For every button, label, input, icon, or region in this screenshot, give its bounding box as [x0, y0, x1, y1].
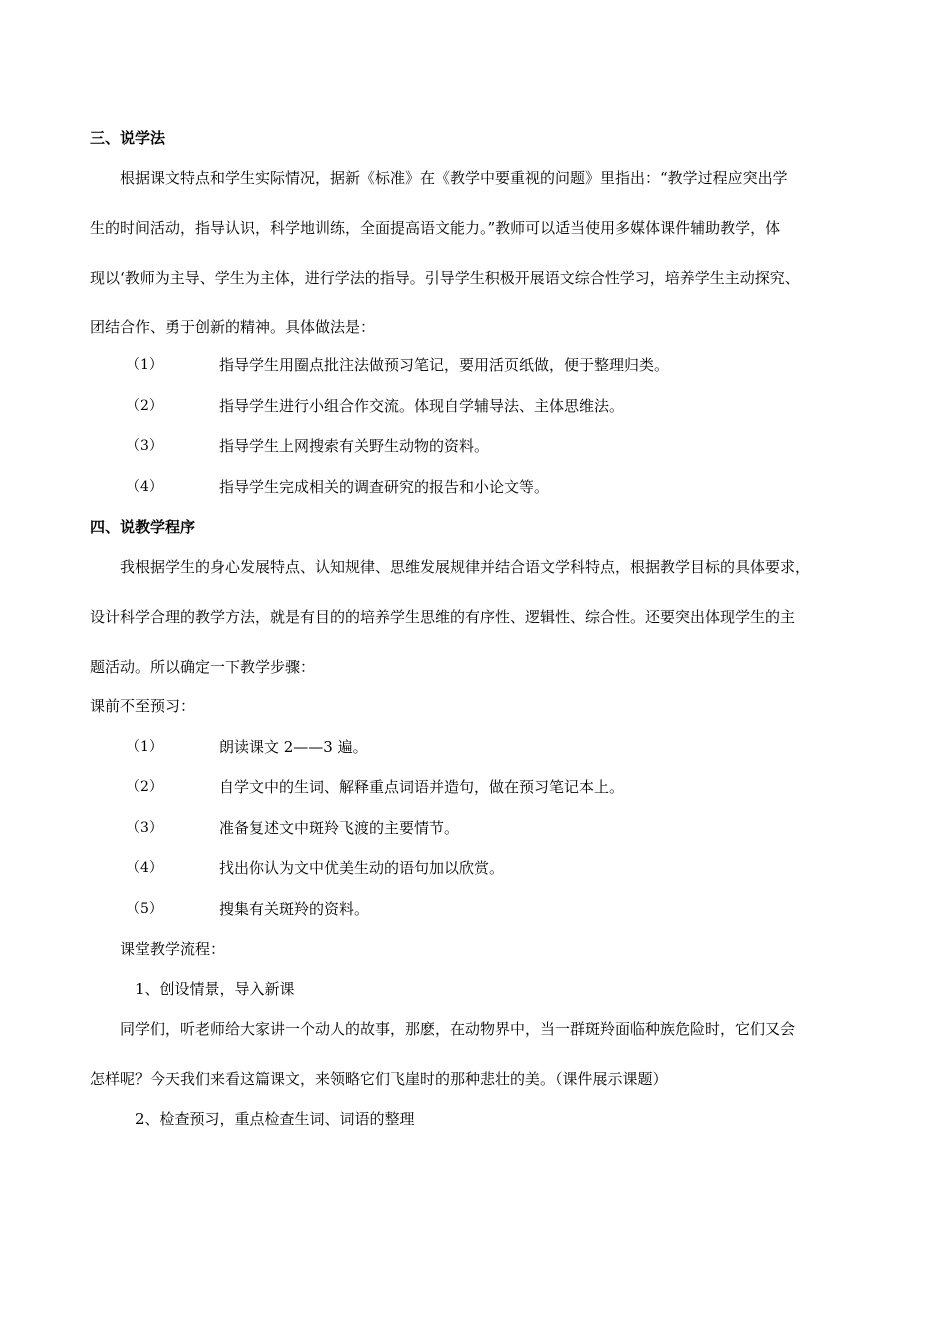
list-item-text: 朗读课文 2——3 遍。 — [219, 738, 368, 756]
list-item-text: 准备复述文中斑羚飞渡的主要情节。 — [219, 819, 460, 837]
step-heading: 1、创设情景，导入新课 — [135, 980, 295, 998]
list-item-text: 自学文中的生词、解释重点词语并造句，做在预习笔记本上。 — [219, 778, 625, 796]
paragraph-line: 同学们，听老师给大家讲一个动人的故事，那麽，在动物界中，当一群斑羚面临种族危险时，它们又会 — [120, 1020, 796, 1038]
section-heading: 四、说教学程序 — [90, 518, 196, 536]
paragraph-line: 题活动。所以确定一下教学步骤： — [90, 658, 316, 676]
list-item-text: 指导学生用圈点批注法做预习笔记，要用活页纸做，便于整理归类。 — [219, 356, 670, 374]
list-item-number: （5） — [126, 901, 163, 917]
preview-label: 课前不至预习： — [90, 697, 196, 715]
list-item-number: （3） — [126, 820, 163, 836]
paragraph-line: 我根据学生的身心发展特点、认知规律、思维发展规律并结合语文学科特点，根据教学目标的具体要求， — [120, 558, 811, 576]
paragraph-line: 现以‘教师为主导、学生为主体，进行学法的指导。引导学生积极开展语文综合性学习，培养学生主动探究、 — [90, 269, 800, 287]
list-item-number: （1） — [126, 739, 163, 755]
list-item-number: （3） — [126, 438, 163, 454]
list-item-text: 指导学生完成相关的调查研究的报告和小论文等。 — [219, 478, 550, 496]
section-heading: 三、说学法 — [90, 129, 166, 147]
list-item-text: 搜集有关斑羚的资料。 — [219, 900, 370, 918]
list-item-number: （1） — [126, 357, 163, 373]
list-item-text: 找出你认为文中优美生动的语句加以欣赏。 — [219, 859, 505, 877]
list-item-number: （4） — [126, 479, 163, 495]
class-flow-label: 课堂教学流程： — [120, 940, 226, 958]
list-item-number: （4） — [126, 860, 163, 876]
list-item-text: 指导学生进行小组合作交流。体现自学辅导法、主体思维法。 — [219, 397, 625, 415]
paragraph-line: 怎样呢？今天我们来看这篇课文，来领略它们飞崖时的那种悲壮的美。（课件展示课题） — [90, 1070, 668, 1088]
list-item-number: （2） — [126, 398, 163, 414]
list-item-text: 指导学生上网搜索有关野生动物的资料。 — [219, 437, 490, 455]
list-item-number: （2） — [126, 779, 163, 795]
paragraph-line: 设计科学合理的教学方法，就是有目的的培养学生思维的有序性、逻辑性、综合性。还要突出体现学生的主 — [90, 608, 796, 626]
paragraph-line: 生的时间活动，指导认识，科学地训练，全面提高语文能力。”教师可以适当使用多媒体课件辅助教学，体 — [90, 219, 781, 237]
paragraph-line: 团结合作、勇于创新的精神。具体做法是： — [90, 318, 376, 336]
step-heading: 2、检查预习，重点检查生词、词语的整理 — [135, 1110, 415, 1128]
paragraph-line: 根据课文特点和学生实际情况，据新《标准》在《教学中要重视的问题》里指出：“教学过程应突出学 — [120, 169, 788, 187]
